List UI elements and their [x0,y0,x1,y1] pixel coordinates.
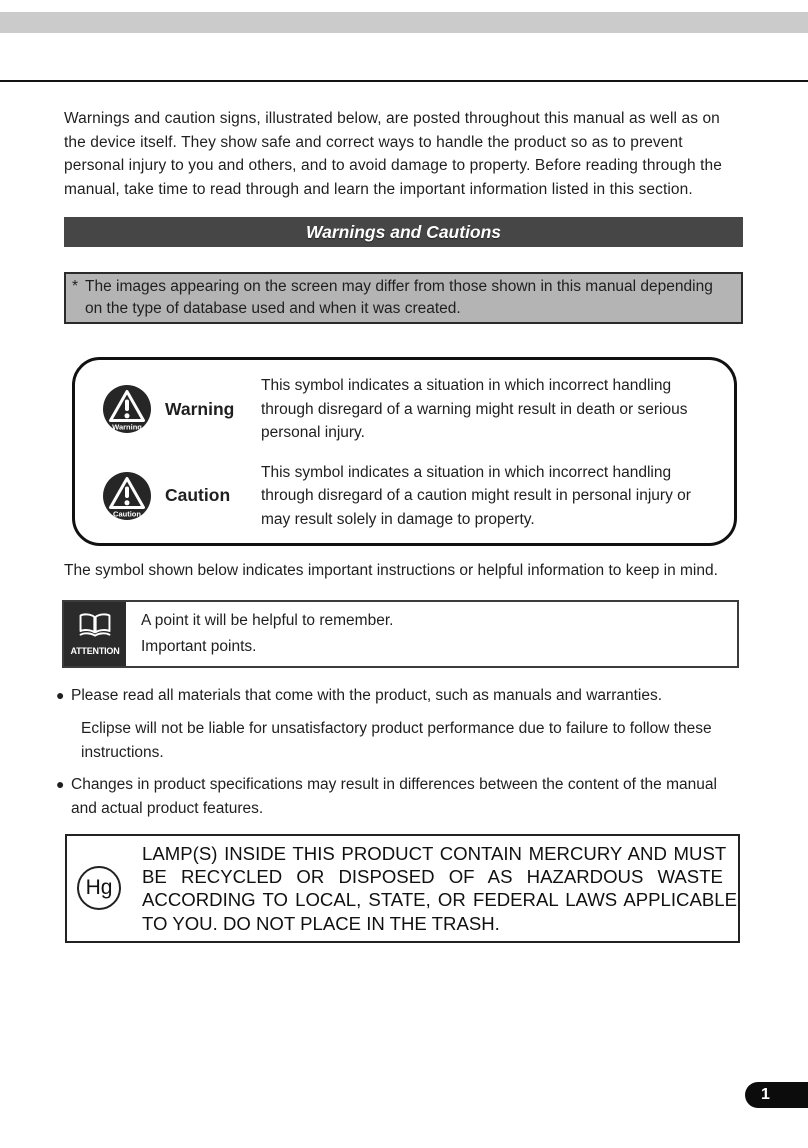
mercury-notice-text [142,842,737,935]
warning-label: Warning [165,398,235,419]
text-line: LAMP(S) INSIDE THIS PRODUCT CONTAIN MERCURY AND MUST [142,843,727,864]
page-number-badge [745,1082,808,1108]
mercury-notice-box [65,834,740,943]
attention-text [126,602,737,666]
note-text: The images appearing on the screen may differ from those shown in this manual depending on the type of database used and when it was created. [85,278,713,317]
page-number: 1 [761,1086,770,1103]
page-content [56,107,744,943]
attention-box [62,600,739,668]
caution-icon-label: Caution [113,509,141,519]
page-header-bar [0,12,808,33]
caution-row [99,461,716,532]
screen-note-box [64,272,743,324]
bullet-item-spec-changes [56,773,744,820]
bullet-icon: ● [56,776,65,792]
bullet-text: Changes in product specifications may result in differences between the content of the manual and actual product features. [71,776,717,817]
intro-paragraph: Warnings and caution signs, illustrated below, are posted throughout this manual as well as on the device itself. They show safe and correct ways to handle the product so as to prevent personal injury to you and others, and to avoid damage to property. Before reading through the manual, take time to read through and learn the important information listed in this section. [64,110,722,198]
section-title-bar [64,217,743,247]
open-book-icon [76,612,114,644]
attention-icon-panel [64,602,126,666]
warning-caution-box [72,357,737,546]
mercury-hg-icon: Hg [77,866,121,910]
text-line: TO YOU. DO NOT PLACE IN THE TRASH. [142,912,500,934]
bullet-item-read-materials [56,684,744,708]
text-line: BE RECYCLED OR DISPOSED OF AS HAZARDOUS WASTE [142,866,723,888]
caution-label: Caution [165,485,231,506]
note-asterisk: * [72,278,79,295]
warning-triangle-icon [103,385,151,433]
header-divider-line [0,80,808,82]
warning-description: This symbol indicates a situation in which incorrect handling through disregard of a warning might result in death or serious personal injury. [261,377,688,441]
attention-icon-label: ATTENTION [70,645,120,656]
caution-description: This symbol indicates a situation in which incorrect handling through disregard of a caution might result in personal injury or may result solely in damage to property. [261,463,691,528]
attention-line: Important points. [141,637,257,655]
attention-intro-paragraph: The symbol shown below indicates important instructions or helpful information to keep in mind. [64,562,718,579]
bullet-sub-paragraph: Eclipse will not be liable for unsatisfactory product performance due to failure to follow these instructions. [81,720,712,761]
attention-line: A point it will be helpful to remember. [141,611,394,629]
bullet-icon: ● [56,686,65,703]
text-line: ACCORDING TO LOCAL, STATE, OR FEDERAL LAWS APPLICABLE [142,889,738,911]
warning-icon-label: Warning [112,422,142,432]
section-title: Warnings and Cautions [305,221,502,242]
bullet-text: Please read all materials that come with the product, such as manuals and warranties. [71,686,663,704]
caution-triangle-icon [103,472,151,520]
warning-row [99,374,716,445]
